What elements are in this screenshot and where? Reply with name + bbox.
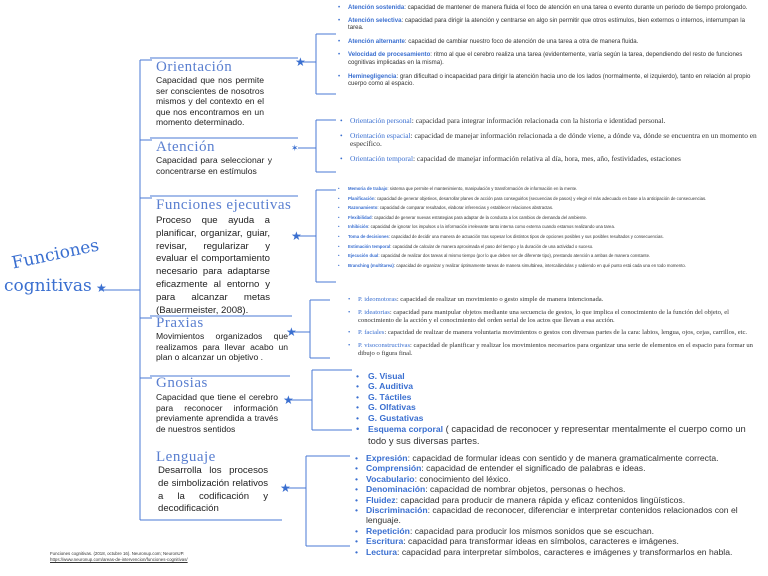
section-title-orientacion: Orientación [156,59,233,75]
list-item: • Orientación espacial: capacidad de manejar información relacionada a de dónde viene, a dónde va, dónde se encuentra en un momento en específico. [338,132,762,149]
list-item: • Denominación: capacidad de nombrar objetos, personas o hechos. [352,484,762,494]
reference-citation: Funciones cognitivas. (2018, octubre 16). Neuronup.com; NeuronUP. [50,551,185,556]
list-item: • Toma de decisiones: capacidad de decidir una manera de actuación tras sopesar los distintos tipos de opciones posibles y sus posibles resultados y consecuencias. [336,234,766,240]
list-item: • G. Táctiles [354,392,758,402]
star-icon: ★ [286,325,297,339]
list-item: • Fluidez: capacidad para producir de manera rápida y eficaz contenidos lingüísticos. [352,495,762,505]
list-item: • P. visoconstructivas: capacidad de planificar y realizar los movimientos necesarios para organizar una serie de elementos en el espacio para formar un dibujo o figura final. [346,342,762,358]
section-desc-lenguaje: Desarrolla los procesos de simbolización relativos a la codificación y decodificación [158,465,268,515]
lenguaje-items-list [352,453,762,557]
list-item: • Estimación temporal: capacidad de calcular de manera aproximada el paso del tiempo y la duración de una actividad o suceso. [336,244,766,250]
star-icon: ★ [295,55,306,69]
list-item: • Velocidad de procesamiento: ritmo al que el cerebro realiza una tarea (evidentemente, varía según la tarea, dependiendo del resto de funciones cognitivas implicadas en la misma). [336,51,756,66]
list-item: • Heminegligencia: gran dificultad o incapacidad para dirigir la atención hacia uno de los lados (normalmente, el izquierdo), tanto en relación al propio cuerpo como al espacio. [336,73,756,88]
list-item: • Discriminación: capacidad de reconocer, diferenciar e interpretar contenidos relacionados con el lenguaje. [352,505,762,526]
list-item: • Lectura: capacidad para interpretar símbolos, caracteres e imágenes y transformarlos en habla. [352,547,762,557]
list-item: • Planificación: capacidad de generar objetivos, desarrollar planes de acción para conseguirlos (secuencias de pasos) y elegir el más adecuado en base a la anticipación de consecuencias. [336,196,766,202]
main-title-line1: Funciones [10,235,101,274]
main-title-line2: cognitivas [4,276,92,296]
list-item: • Orientación temporal: capacidad de manejar información relativa al día, hora, mes, año, festividades, estaciones [338,155,762,164]
atencion-items-list [336,4,756,88]
list-item: • G. Visual [354,371,758,381]
star-icon: ✶ [291,143,299,153]
star-icon: ★ [96,281,107,295]
reference [50,551,188,563]
section-desc-praxias: Movimientos organizados que realizamos para llevar acabo un plan o alcanzar un objetivo . [156,331,288,363]
section-title-gnosias: Gnosias [156,375,208,391]
section-desc-gnosias: Capacidad que tiene el cerebro para reconocer información previamente aprendida a través de nuestros sentidos [156,392,278,434]
main-title [4,235,114,302]
list-item: • Ejecución dual: capacidad de realizar dos tareas al mismo tiempo (por lo que deben ser de diferente tipo), prestando atención a ambas de manera constante. [336,253,766,259]
list-item: • Esquema corporal ( capacidad de reconocer y representar mentalmente el cuerpo como un todo y sus diversas partes. [354,423,758,446]
list-item: • Orientación personal: capacidad para integrar información relacionada con la historia e identidad personal. [338,117,762,126]
section-desc-ejecutivas: Proceso que ayuda a planificar, organizar, guiar, revisar, regularizar y evaluar el comportamiento necesario para adaptarse eficazmente al entorno y para alcanzar metas (Bauermeister, 2008). [156,215,270,316]
list-item: • Memoria de trabajo: sistema que permite el mantenimiento, manipulación y transformación de información en la mente. [336,186,766,192]
list-item: • G. Auditiva [354,381,758,391]
list-item: • Branching (multitarea): capacidad de organizar y realizar óptimamente tareas de manera simultánea, intercalándolas y sabiendo en qué punto está cada una en todo momento. [336,263,766,269]
list-item: • Atención selectiva: capacidad para dirigir la atención y centrarse en algo sin permitir que otros estímulos, bien externos o internos, interrumpan la tarea. [336,17,756,32]
list-item: • Inhibición: capacidad de ignorar los impulsos o la información irrelevante tanto interna como externa cuando estamos realizando una tarea. [336,224,766,230]
praxias-items-list [346,296,762,358]
reference-link[interactable]: https://www.neuronup.com/areas-de-intervencion/funciones-cognitivas/ [50,557,188,562]
list-item: • Comprensión: capacidad de entender el significado de palabras e ideas. [352,463,762,473]
list-item: • Atención alternante: capacidad de cambiar nuestro foco de atención de una tarea a otra de manera fluida. [336,38,756,46]
section-title-praxias: Praxias [156,315,204,331]
star-icon: ★ [291,229,302,243]
star-icon: ★ [280,481,291,495]
list-item: • P. faciales: capacidad de realizar de manera voluntaria movimientos o gestos con diversas partes de la cara: labios, lengua, ojos, cejas, carrillos, etc. [346,329,762,337]
list-item: • Expresión: capacidad de formular ideas con sentido y de manera gramaticalmente correcta. [352,453,762,463]
orientacion-items-list [338,117,762,163]
gnosias-items-list [354,371,758,446]
section-title-ejecutivas: Funciones ejecutivas [156,197,292,213]
list-item: • Escritura: capacidad para transformar ideas en símbolos, caracteres e imágenes. [352,536,762,546]
list-item: • Repetición: capacidad para producir los mismos sonidos que se escuchan. [352,526,762,536]
list-item: • Vocabulario: conocimiento del léxico. [352,474,762,484]
star-icon: ★ [283,393,294,407]
list-item: • Razonamiento: capacidad de comparar resultados, elaborar inferencias y establecer relaciones abstractas. [336,205,766,211]
list-item: • G. Gustativas [354,413,758,423]
list-item: • P. ideomotoras: capacidad de realizar un movimiento o gesto simple de manera intencionada. [346,296,762,304]
section-title-atencion: Atención [156,139,215,155]
list-item: • Flexibilidad: capacidad de generar nuevas estrategias para adaptar de la conducta a los cambios de demanda del ambiente. [336,215,766,221]
section-title-lenguaje: Lenguaje [156,449,216,465]
list-item: • P. ideatorias: capacidad para manipular objetos mediante una secuencia de gestos, lo que implica el conocimiento de la función del objeto, el conocimiento de la acción y el conocimiento del orden serial de los actos que llevan a esa acción. [346,309,762,325]
section-desc-atencion: Capacidad para seleccionar y concentrarse en estímulos [156,155,272,176]
list-item: • Atención sostenida: capacidad de mantener de manera fluida el foco de atención en una tarea o evento durante un periodo de tiempo prolongado. [336,4,756,12]
section-desc-orientacion: Capacidad que nos permite ser conscientes de nosotros mismos y del contexto en el que nos encontramos en un momento determinado. [156,75,264,128]
list-item: • G. Olfativas [354,402,758,412]
ejecutivas-items-list [336,186,766,268]
